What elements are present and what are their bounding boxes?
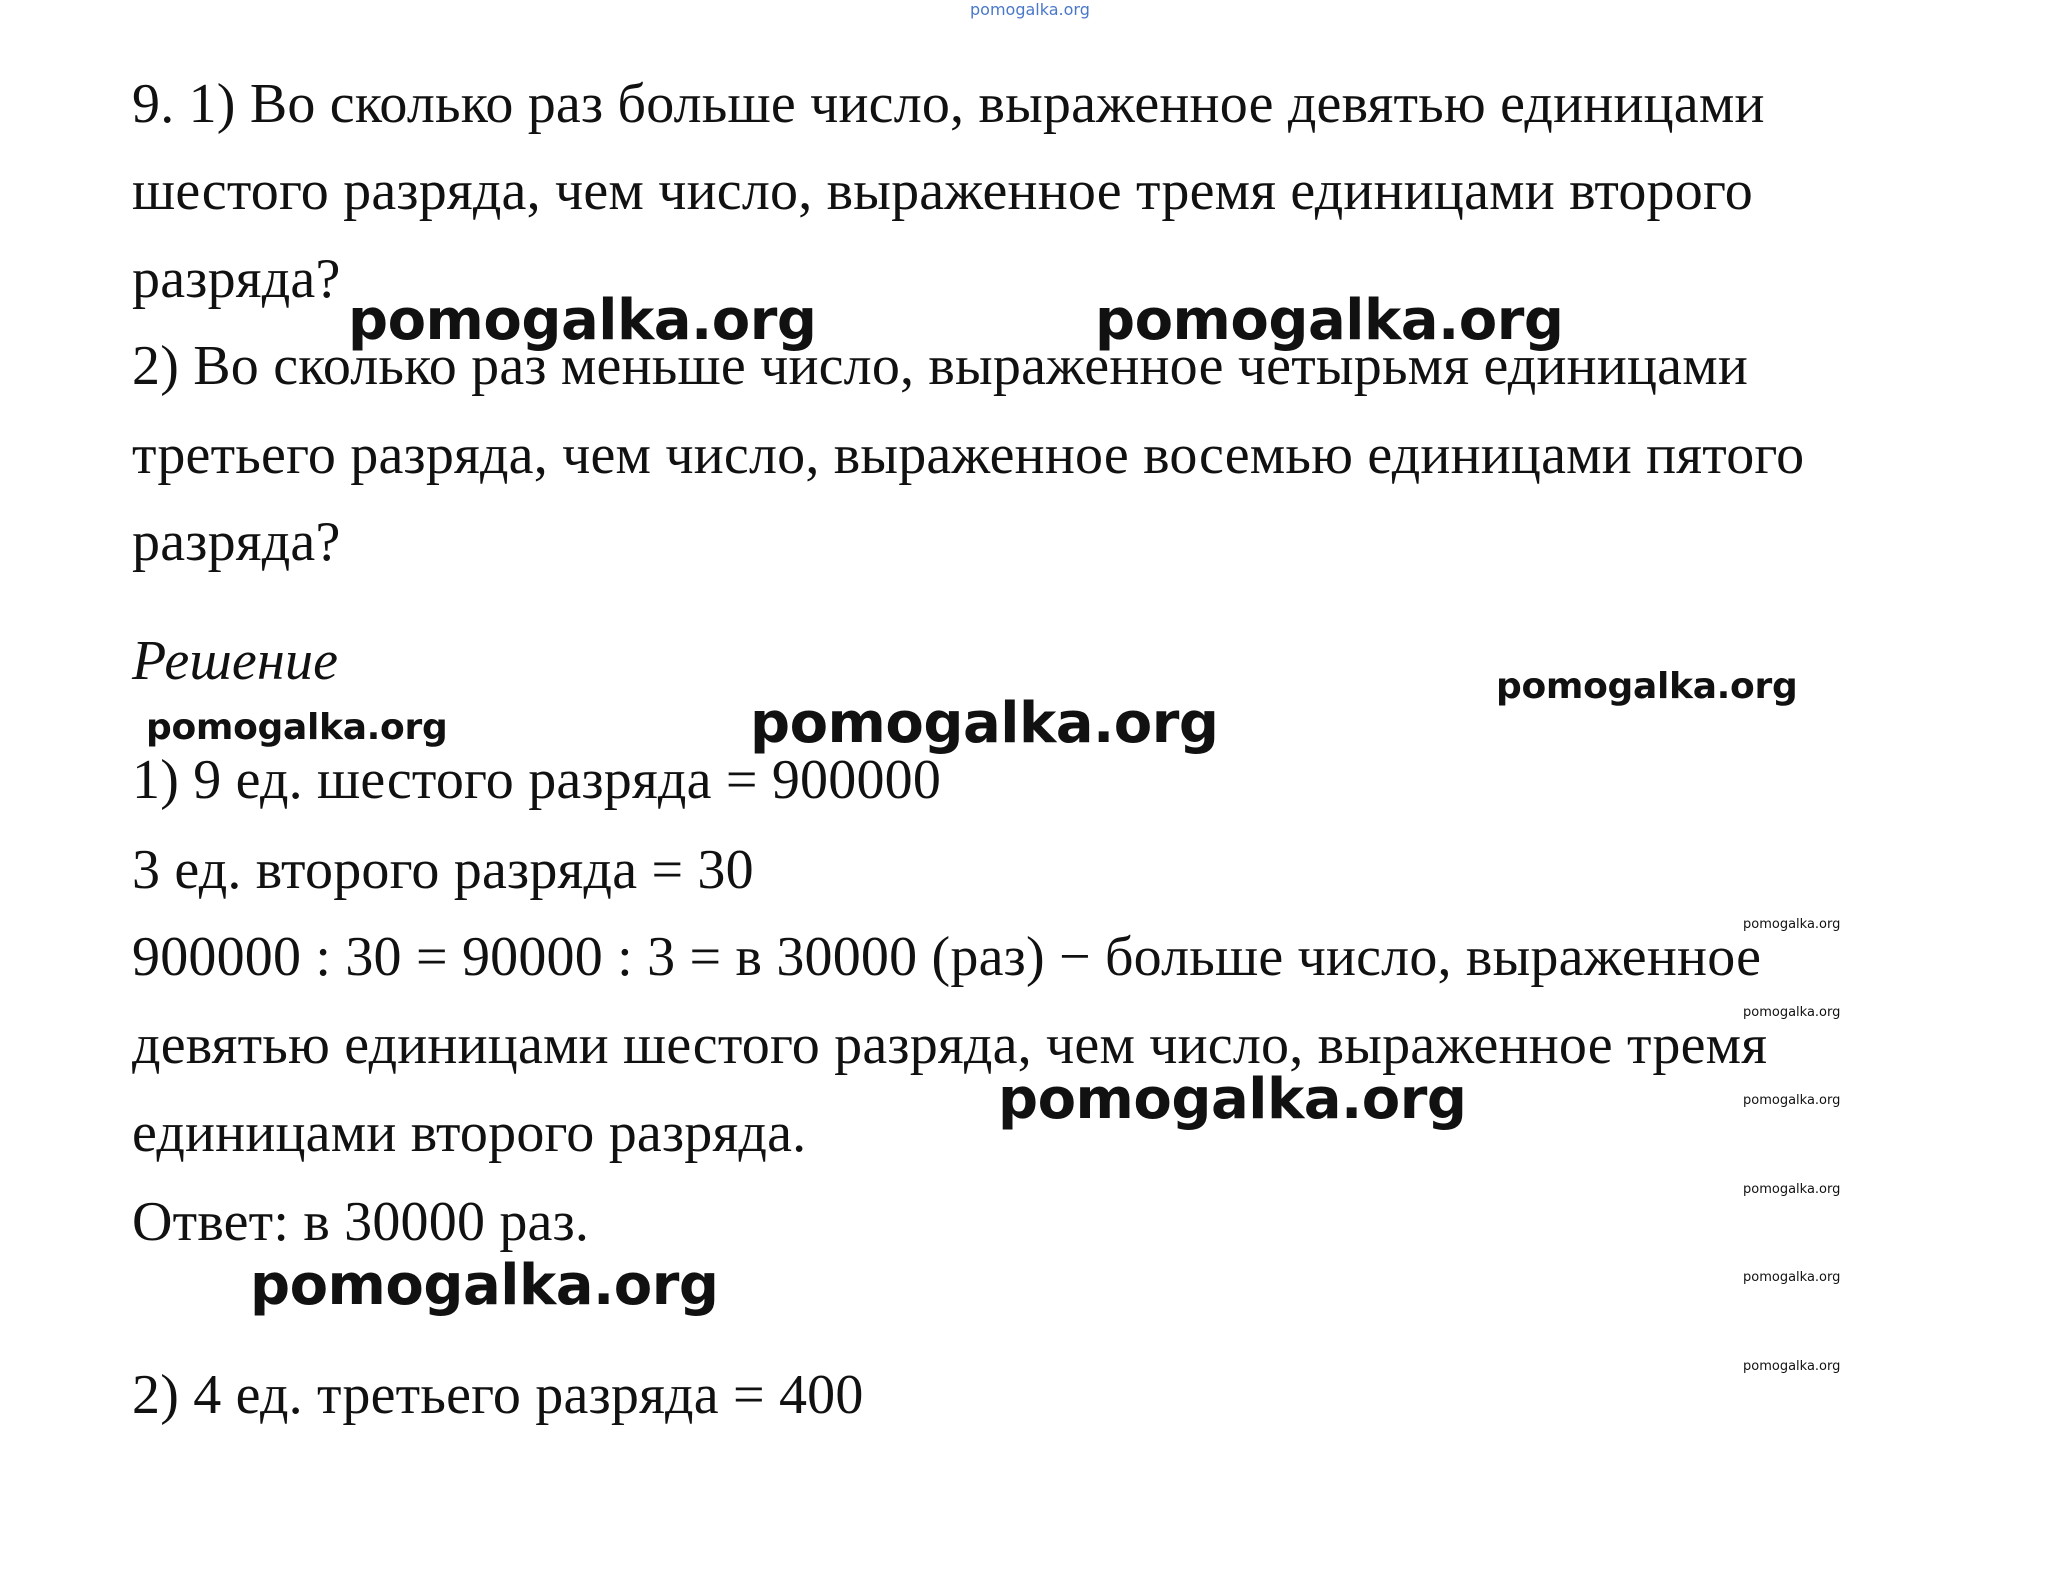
problem-line: разряда? bbox=[132, 511, 341, 573]
watermark-text: pomogalka.org bbox=[1095, 288, 1564, 353]
watermark-text: pomogalka.org bbox=[146, 707, 448, 748]
watermark-text: pomogalka.org bbox=[348, 288, 817, 353]
problem-line: разряда? bbox=[132, 248, 341, 310]
problem-line: третьего разряда, чем число, выраженное восемью единицами пятого bbox=[132, 424, 1805, 486]
problem-line: 2) Во сколько раз меньше число, выраженное четырьмя единицами bbox=[132, 335, 1749, 397]
watermark-text: pomogalka.org bbox=[1743, 1093, 1841, 1108]
solution-line: 2) 4 ед. третьего разряда = 400 bbox=[132, 1364, 864, 1426]
solution-line: единицами второго разряда. bbox=[132, 1102, 807, 1164]
watermark-text: pomogalka.org bbox=[998, 1067, 1467, 1132]
solution-line: 1) 9 ед. шестого разряда = 900000 bbox=[132, 749, 942, 811]
answer-line: Ответ: в 30000 раз. bbox=[132, 1191, 590, 1253]
watermark-text: pomogalka.org bbox=[750, 691, 1219, 756]
watermark-text: pomogalka.org bbox=[1496, 666, 1798, 707]
solution-heading: Решение bbox=[132, 630, 339, 692]
solution-line: 3 ед. второго разряда = 30 bbox=[132, 839, 754, 901]
watermark-text: pomogalka.org bbox=[250, 1253, 719, 1318]
solution-line: девятью единицами шестого разряда, чем число, выраженное тремя bbox=[132, 1014, 1768, 1076]
top-watermark: pomogalka.org bbox=[970, 0, 1090, 19]
problem-line: шестого разряда, чем число, выраженное тремя единицами второго bbox=[132, 160, 1753, 222]
watermark-text: pomogalka.org bbox=[1743, 1359, 1841, 1374]
watermark-text: pomogalka.org bbox=[1743, 1005, 1841, 1020]
watermark-text: pomogalka.org bbox=[1743, 917, 1841, 932]
watermark-text: pomogalka.org bbox=[1743, 1270, 1841, 1285]
problem-line: 9. 1) Во сколько раз больше число, выраженное девятью единицами bbox=[132, 73, 1765, 135]
watermark-text: pomogalka.org bbox=[1743, 1182, 1841, 1197]
solution-line: 900000 : 30 = 90000 : 3 = в 30000 (раз) − больше число, выраженное bbox=[132, 926, 1762, 988]
